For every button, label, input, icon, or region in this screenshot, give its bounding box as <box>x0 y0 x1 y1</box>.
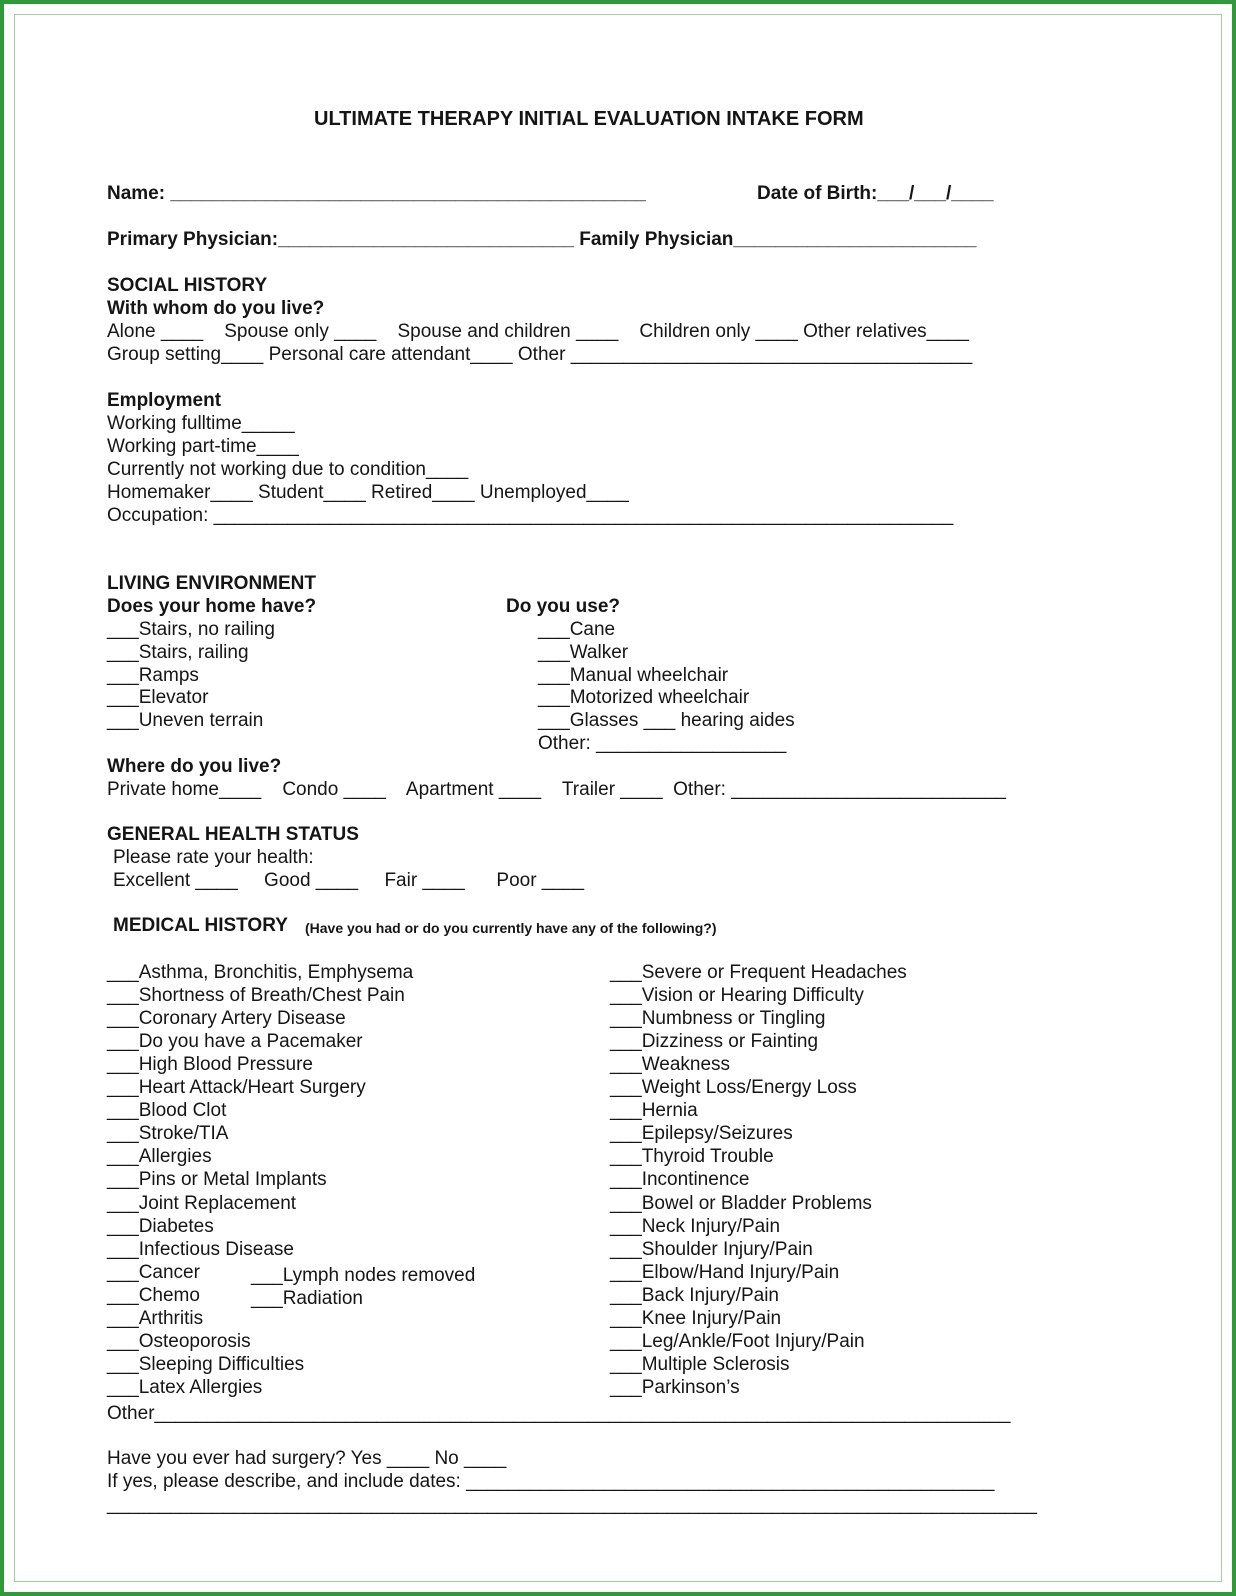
name-field[interactable]: Name: _____________________________________________ <box>107 183 646 204</box>
form-title: ULTIMATE THERAPY INITIAL EVALUATION INTAKE FORM <box>314 108 864 130</box>
medical-condition-item[interactable]: ___Blood Clot <box>107 1100 227 1122</box>
medical-condition-item[interactable]: ___Pins or Metal Implants <box>107 1169 327 1191</box>
use-item[interactable]: ___Cane <box>538 619 616 640</box>
dob-field[interactable]: Date of Birth:___/___/____ <box>757 183 994 204</box>
medical-condition-item[interactable]: ___Heart Attack/Heart Surgery <box>107 1077 366 1099</box>
medical-condition-item[interactable]: ___Parkinson’s <box>610 1376 740 1398</box>
home-item[interactable]: ___Ramps <box>107 665 199 686</box>
live-with-options-1[interactable]: Alone ____ Spouse only ____ Spouse and children ____ Children only ____ Other relatives____ <box>107 321 969 342</box>
home-question: Does your home have? <box>107 596 317 617</box>
medical-condition-item[interactable]: ___Dizziness or Fainting <box>610 1031 819 1053</box>
medical-condition-item[interactable]: ___Incontinence <box>610 1169 750 1191</box>
medical-condition-item[interactable]: ___Chemo <box>107 1284 200 1306</box>
medical-condition-item[interactable]: ___Do you have a Pacemaker <box>107 1031 363 1053</box>
medical-condition-item[interactable]: ___Shoulder Injury/Pain <box>610 1238 813 1260</box>
medical-condition-item[interactable]: ___Sleeping Difficulties <box>107 1353 305 1375</box>
medical-condition-item[interactable]: ___Weakness <box>610 1054 731 1076</box>
medical-condition-item[interactable]: ___Cancer <box>107 1261 200 1283</box>
medical-condition-item[interactable]: ___Infectious Disease <box>107 1238 294 1260</box>
living-environment-heading: LIVING ENVIRONMENT <box>107 573 317 594</box>
medical-condition-item[interactable]: ___Latex Allergies <box>107 1376 263 1398</box>
use-item[interactable]: ___Glasses ___ hearing aides <box>538 710 795 731</box>
health-rating-options[interactable]: Excellent ____ Good ____ Fair ____ Poor ____ <box>113 870 585 891</box>
where-question: Where do you live? <box>107 756 282 777</box>
medical-condition-item[interactable]: ___Knee Injury/Pain <box>610 1307 782 1329</box>
home-item[interactable]: ___Uneven terrain <box>107 710 264 731</box>
medical-condition-item[interactable]: ___Bowel or Bladder Problems <box>610 1192 872 1214</box>
general-health-heading: GENERAL HEALTH STATUS <box>107 824 359 845</box>
medical-condition-item[interactable]: ___Asthma, Bronchitis, Emphysema <box>107 962 414 983</box>
surgery-question[interactable]: Have you ever had surgery? Yes ____ No ____ <box>107 1448 507 1469</box>
surgery-describe-field[interactable]: If yes, please describe, and include dates: __________________________________________________ <box>107 1471 995 1492</box>
health-prompt: Please rate your health: <box>113 847 314 868</box>
physician-fields[interactable]: Primary Physician:____________________________ Family Physician_______________________ <box>107 229 977 250</box>
medical-condition-item[interactable]: ___Back Injury/Pain <box>610 1284 779 1306</box>
use-item[interactable]: ___Walker <box>538 642 629 663</box>
medical-condition-item[interactable]: ___Multiple Sclerosis <box>610 1353 790 1375</box>
medical-condition-item[interactable]: ___Hernia <box>610 1100 698 1122</box>
use-item[interactable]: ___Motorized wheelchair <box>538 687 750 708</box>
medical-condition-item[interactable]: ___Shortness of Breath/Chest Pain <box>107 985 405 1007</box>
medical-condition-item[interactable]: ___Leg/Ankle/Foot Injury/Pain <box>610 1330 865 1352</box>
use-other-field[interactable]: Other: __________________ <box>538 733 787 754</box>
use-item[interactable]: ___Manual wheelchair <box>538 665 729 686</box>
medical-condition-item[interactable]: ___Diabetes <box>107 1215 214 1237</box>
medical-condition-item[interactable]: ___Thyroid Trouble <box>610 1146 774 1168</box>
medical-condition-item[interactable]: ___Stroke/TIA <box>107 1123 229 1145</box>
medical-condition-item[interactable]: ___Osteoporosis <box>107 1330 251 1352</box>
employment-option[interactable]: Working part-time____ <box>107 436 299 457</box>
medical-condition-item[interactable]: ___Weight Loss/Energy Loss <box>610 1077 857 1099</box>
medical-condition-item[interactable]: ___Neck Injury/Pain <box>610 1215 781 1237</box>
live-with-question: With whom do you live? <box>107 298 325 319</box>
home-item[interactable]: ___Elevator <box>107 687 209 708</box>
medical-condition-item[interactable]: ___Allergies <box>107 1146 212 1168</box>
use-question: Do you use? <box>506 596 621 617</box>
medical-condition-item[interactable]: ___Vision or Hearing Difficulty <box>610 985 864 1007</box>
other-conditions-field[interactable]: Other_________________________________________________________________________________ <box>107 1403 1011 1424</box>
medical-history-note: (Have you had or do you currently have any of the following?) <box>305 920 717 936</box>
radiation-item[interactable]: ___Radiation <box>251 1288 363 1309</box>
medical-condition-item[interactable]: ___Severe or Frequent Headaches <box>610 962 907 983</box>
home-item[interactable]: ___Stairs, no railing <box>107 619 275 640</box>
medical-condition-item[interactable]: ___Coronary Artery Disease <box>107 1008 346 1030</box>
medical-condition-item[interactable]: ___Epilepsy/Seizures <box>610 1123 793 1145</box>
lymph-nodes-item[interactable]: ___Lymph nodes removed <box>251 1265 476 1286</box>
medical-history-heading: MEDICAL HISTORY <box>113 915 288 936</box>
employment-option[interactable]: Working fulltime_____ <box>107 413 295 434</box>
medical-condition-item[interactable]: ___Numbness or Tingling <box>610 1008 826 1030</box>
medical-condition-item[interactable]: ___Joint Replacement <box>107 1192 297 1214</box>
employment-option[interactable]: Homemaker____ Student____ Retired____ Unemployed____ <box>107 482 629 503</box>
home-item[interactable]: ___Stairs, railing <box>107 642 249 663</box>
where-options[interactable]: Private home____ Condo ____ Apartment ____ Trailer ____ Other: __________________________ <box>107 779 1006 800</box>
surgery-extra-line[interactable]: ________________________________________________________________________________________ <box>107 1494 1037 1515</box>
medical-condition-item[interactable]: ___Elbow/Hand Injury/Pain <box>610 1261 840 1283</box>
social-history-heading: SOCIAL HISTORY <box>107 275 268 296</box>
medical-condition-item[interactable]: ___Arthritis <box>107 1307 204 1329</box>
occupation-field[interactable]: Occupation: ______________________________________________________________________ <box>107 505 954 526</box>
medical-condition-item[interactable]: ___High Blood Pressure <box>107 1054 313 1076</box>
employment-option[interactable]: Currently not working due to condition____ <box>107 459 469 480</box>
employment-heading: Employment <box>107 390 222 411</box>
live-with-options-2[interactable]: Group setting____ Personal care attendant____ Other ______________________________________ <box>107 344 973 365</box>
